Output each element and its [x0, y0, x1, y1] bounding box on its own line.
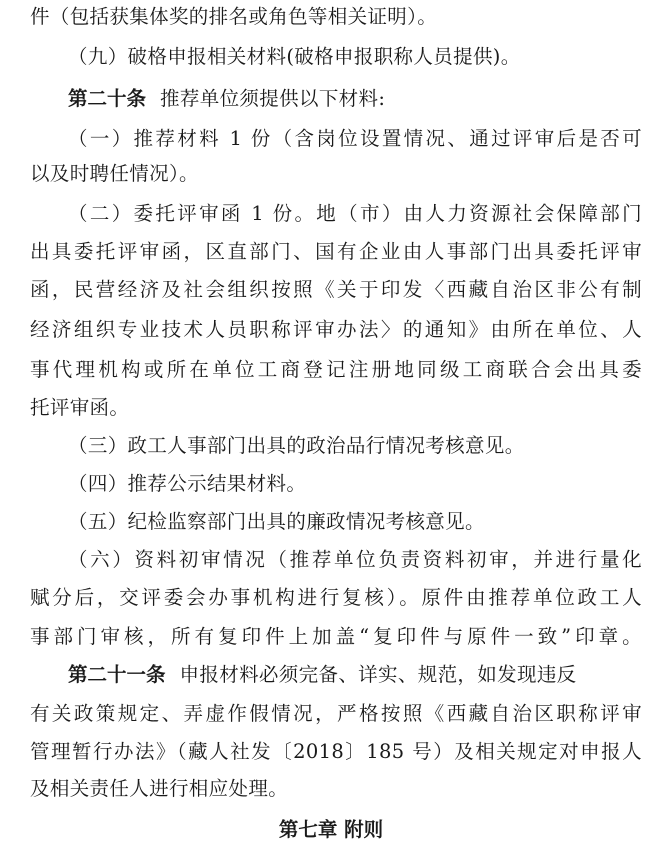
text-line: （一）推荐材料 1 份（含岗位设置情况、通过评审后是否可: [68, 127, 642, 150]
text-line: 及相关责任人进行相应处理。: [30, 777, 289, 800]
text-line: （二）委托评审函 1 份。地（市）由人力资源社会保障部门: [68, 202, 642, 225]
text-line: 出具委托评审函，区直部门、国有企业由人事部门出具委托评审: [30, 240, 642, 263]
text-line: （六）资料初审情况（推荐单位负责资料初审，并进行量化: [68, 548, 642, 571]
text-line: （三）政工人事部门出具的政治品行情况考核意见。: [68, 434, 525, 457]
text-line: （五）纪检监察部门出具的廉政情况考核意见。: [68, 510, 485, 533]
text-line: 赋分后，交评委会办事机构进行复核）。原件由推荐单位政工人: [30, 586, 642, 609]
text-line: 有关政策规定、弄虚作假情况，严格按照《西藏自治区职称评审: [30, 702, 642, 725]
article-text: 申报材料必须完备、详实、规范，如发现违反: [179, 663, 577, 686]
text-line: （九）破格申报相关材料(破格申报职称人员提供)。: [68, 45, 521, 68]
article-21: [68, 663, 642, 687]
text-line: 经济组织专业技术人员职称评审办法〉的通知》由所在单位、人: [30, 318, 642, 341]
article-20: [68, 87, 642, 111]
text-line: 事代理机构或所在单位工商登记注册地同级工商联合会出具委: [30, 358, 642, 381]
article-heading: 第二十条: [68, 87, 147, 110]
article-heading: 第二十一条: [68, 663, 166, 686]
chapter-heading: 第七章 附则: [278, 818, 384, 841]
text-line: 函，民营经济及社会组织按照《关于印发〈西藏自治区非公有制: [30, 278, 642, 301]
text-line: 托评审函。: [30, 396, 130, 419]
text-line: 事部门审核，所有复印件上加盖“复印件与原件一致”印章。: [30, 625, 642, 648]
text-line: 管理暂行办法》（藏人社发〔2018〕185 号）及相关规定对申报人: [30, 740, 642, 763]
article-text: 推荐单位须提供以下材料:: [160, 87, 386, 110]
text-line: 件（包括获集体奖的排名或角色等相关证明）。: [30, 5, 438, 28]
text-line: （四）推荐公示结果材料。: [68, 472, 307, 495]
text-line: 以及时聘任情况）。: [30, 162, 199, 185]
